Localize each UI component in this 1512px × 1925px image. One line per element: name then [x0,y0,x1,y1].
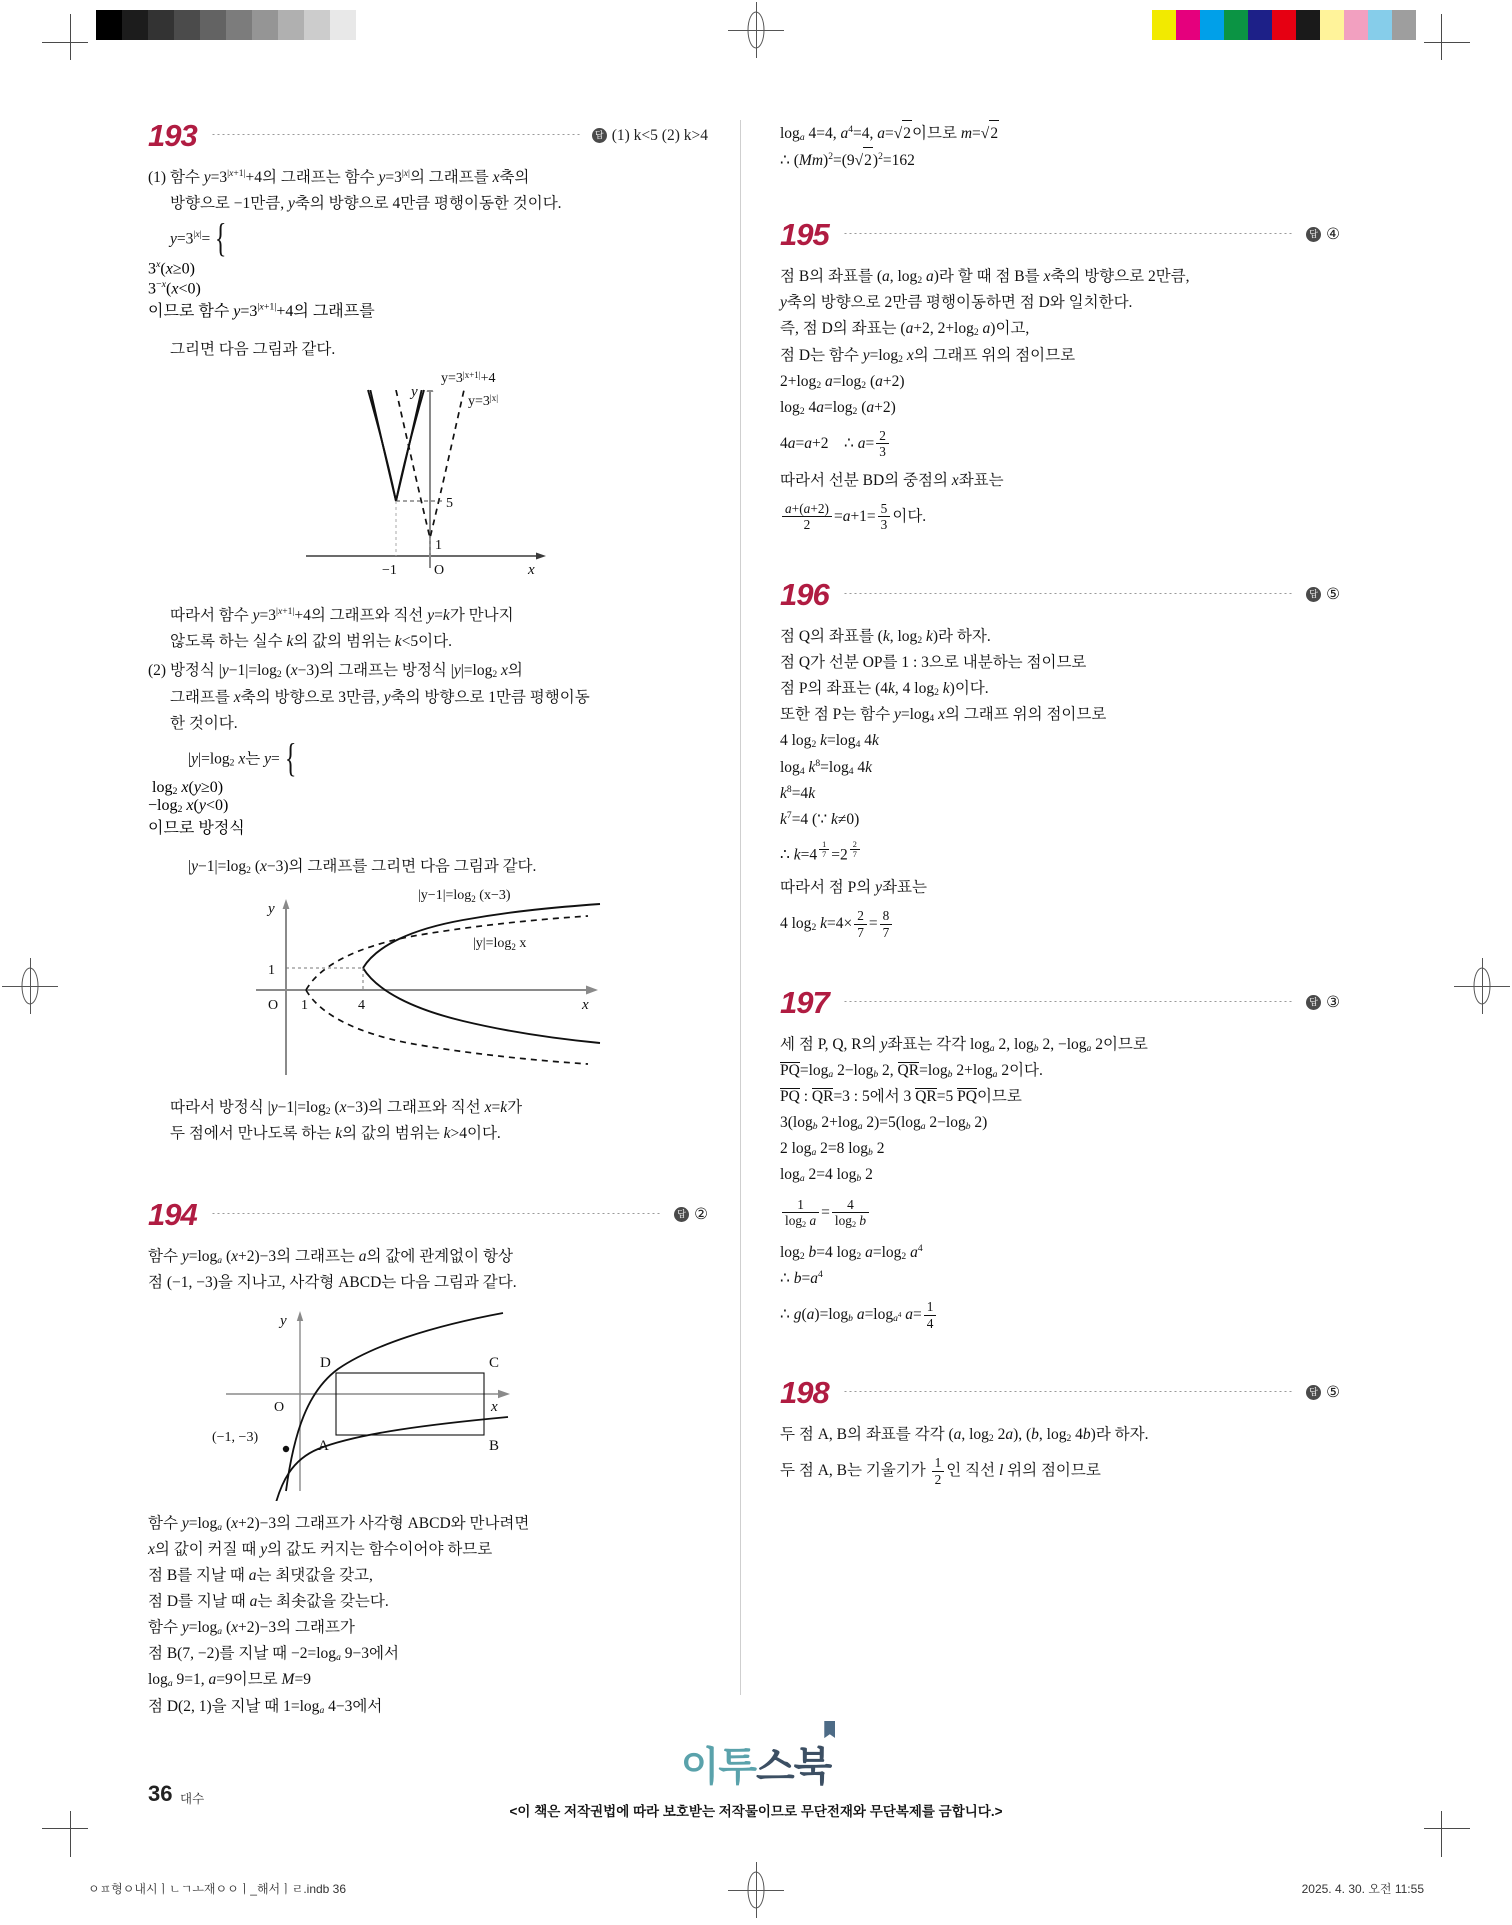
leader-dots [843,593,1294,594]
p193-line-5: 따라서 함수 $y=3^{|x+1|}+4$의 그래프와 직선 y=k가 만나지 [170,606,514,625]
fig1-y-axis-label: y [411,384,418,401]
p195-line-5: $2+\log_2$ $a=\log_2$ (a+2) [780,372,905,391]
logo-dark-part: 스북 [756,1745,832,1789]
answer-value: ⑤ [1326,586,1340,604]
answer-value: ④ [1326,226,1340,244]
leader-dots [843,1001,1294,1002]
p195-line-7: 4a=a+2 ∴ a= $\frac{2}{3}$ [780,428,1340,460]
left-column [148,120,708,1729]
p195-line-3: 즉, 점 D의 좌표는 (a+2, $2+\log_2$ a)이고, [780,320,1030,339]
fig2-origin: O [268,998,279,1014]
p194c-line-2: ∴ $(Mm)^2=(9√2)^2=162$ [780,147,1340,173]
p195-line-6: $\log_2 4a=\log_2$ (a+2) [780,398,896,417]
p194-line-6: 점 D를 지날 때 a는 최솟값을 갖는다. [148,1593,389,1611]
answer-badge-icon: 답 [1306,587,1321,602]
problem-196-header [780,577,1340,613]
p194-line-1: 함수 $y=\log_a$ (x+2)−3의 그래프는 a의 값에 관계없이 항상 [148,1247,513,1266]
problem-194 [148,1196,708,1719]
p196-line-9: ∴ k=4 $^{\frac{1}{7}}$ =2 $^{\frac{2}{7}}$ [780,840,1340,867]
p193-line-12: 따라서 방정식 $|y-1|=\log_2$ (x−3)의 그래프와 직선 x=k가 [170,1099,523,1118]
p195-line-4: 점 D는 함수 $y=\log_2$ x의 그래프 위의 점이므로 [780,346,1076,365]
p193-line-6: 않도록 하는 실수 k의 값의 범위는 k<5이다. [170,633,453,651]
right-column [780,120,1340,1497]
problem-198 [780,1377,1340,1487]
p197-line-7: $\frac{1}{\log_2 a}$ = $\frac{4}{\log_2 b}$ [780,1197,1340,1230]
problem-198-answer [1306,1383,1340,1402]
p197-line-8: $\log_2 b=4$ $\log_2 a=\log_2$ $a^4$ [780,1242,923,1263]
p198-line-1: 두 점 A, B의 좌표를 각각 (a, $\log_2 2a$), (b, $\log_2 4b$)라 하자. [780,1426,1149,1445]
p197-line-1: 세 점 P, Q, R의 y좌표는 각각 $\log_a 2$, $\log_b 2$, $-\log_a$ 2이므로 [780,1035,1148,1054]
p195-line-1: 점 B의 좌표를 (a, $\log_2 a$)라 할 때 점 B를 x축의 방향으로 2만큼, [780,268,1190,287]
p193-line-1: (1) 함수 $y=3^{|x+1|}+4$의 그래프는 함수 $y=3^{|x|}$의 그래프를 x축의 [148,167,530,186]
p194-line-2: 점 (−1, −3)을 지나고, 사각형 ABCD는 다음 그림과 같다. [148,1273,517,1291]
problem-193-answer [592,127,708,145]
p194-line-5: 점 B를 지날 때 a는 최댓값을 갖고, [148,1567,373,1585]
p196-line-10: 따라서 점 P의 y좌표는 [780,879,927,897]
p196-line-6: $\log_4 k^8=\log_4$ 4k [780,757,873,777]
problem-197-header [780,984,1340,1020]
p193-line-13: 두 점에서 만나도록 하는 k의 값의 범위는 k>4이다. [170,1125,501,1143]
p194-line-4: x의 값이 커질 때 y의 값도 커지는 함수이어야 하므로 [148,1540,493,1558]
fig1-x-axis-label: x [528,562,535,579]
fig2-tick-4x: 4 [358,998,365,1014]
fig3-point-B: B [489,1437,500,1454]
problem-194-header [148,1196,708,1232]
p194-line-9: $\log_a 9=1$, a=9이므로 M=9 [148,1671,311,1690]
page-number: 36 [148,1781,173,1806]
fig3-point-A: A [318,1437,329,1454]
column-divider [740,120,741,1695]
p196-line-7: $k^8=4k$ [780,783,816,802]
problem-195-header [780,217,1340,253]
leader-dots [843,1391,1294,1392]
p197-line-4: $3(\log_b$ $2+\log_a$ $2)=5(\log_a$ $2-\log_b$ 2) [780,1113,988,1132]
figure-1-svg [278,368,578,593]
problem-195-number: 195 [780,217,829,253]
fig1-tick-1: 1 [435,538,442,554]
leader-dots [211,1213,662,1214]
figure-2-log-graph [148,885,708,1085]
problem-197-number: 197 [780,984,829,1020]
p193-line-9: 한 것이다. [170,714,238,732]
problem-194-continuation [780,120,1340,173]
problem-197-answer [1306,993,1340,1012]
answer-badge-icon: 답 [592,128,607,143]
problem-196-answer [1306,585,1340,604]
p194-line-10: 점 D(2, 1)을 지날 때 $1=\log_a$ 4−3에서 [148,1697,383,1716]
print-slug-left: ㅇㅍ형ㅇ내시ㅣㄴㄱㅗ재ㅇㅇㅣ_해서ㅣㄹ.indb 36 [88,1882,347,1896]
answer-badge-icon: 답 [1306,227,1321,242]
problem-193-number: 193 [148,118,197,153]
fig1-tick-5: 5 [446,496,453,512]
leader-dots [843,233,1294,234]
figure-3-log-rectangle-graph [148,1301,708,1501]
p198-line-2: 두 점 A, B는 기울기가 $\frac{1}{2}$ 인 직선 l 위의 점이므로 [780,1455,1101,1487]
print-slug-right: 2025. 4. 30. 오전 11:55 [1301,1882,1424,1896]
fig2-tick-1x: 1 [301,998,308,1014]
p195-line-2: y축의 방향으로 2만큼 평행이동하면 점 D와 일치한다. [780,294,1133,312]
answer-value: ② [694,1205,708,1223]
p196-line-8: $k^7=4$ (∵ k≠0) [780,809,860,828]
p193-line-10: $|y|=\log_2$ x는 y= { [188,734,297,780]
fig2-label-dashed: $|y|=\log_2$ x [473,936,527,953]
page-subject: 대수 [180,1792,205,1806]
p196-line-1: 점 Q의 좌표를 (k, $\log_2 k$)라 하자. [780,628,991,647]
fig3-x-axis-label: x [491,1398,498,1415]
p196-line-2: 점 Q가 선분 OP를 1 : 3으로 내분하는 점이므로 [780,654,1087,672]
p194-line-8: 점 B(7, −2)를 지날 때 $-2=\log_a$ 9−3에서 [148,1645,399,1664]
p197-line-3: PQ : QR=3 : 5에서 3 QR=5 PQ이므로 [780,1087,1022,1105]
answer-value: ③ [1326,993,1340,1011]
figure-2-svg [248,885,618,1085]
fig2-y-axis-label: y [268,901,275,918]
p197-line-5: 2 $\log_a 2=8$ $\log_b 2$ [780,1139,885,1159]
p193-line-7: (2) 방정식 $|y-1|=\log_2$ (x−3)의 그래프는 방정식 $|y|=\log_2$ x의 [148,662,523,681]
answer-badge-icon: 답 [1306,1385,1321,1400]
answer-badge-icon: 답 [674,1207,689,1222]
problem-194-number: 194 [148,1196,197,1232]
p196-line-11: 4 $\log_2 k=4\times$ $\frac{2}{7}$ = $\frac{8}{7}$ [780,908,1340,940]
answer-value: (1) k<5 (2) k>4 [611,126,708,144]
p194-line-3: 함수 $y=\log_a$ (x+2)−3의 그래프가 사각형 ABCD와 만나려면 [148,1514,530,1533]
problem-196 [780,579,1340,940]
problem-195 [780,219,1340,533]
p193-line-2: 방향으로 −1만큼, y축의 방향으로 4만큼 평행이동한 것이다. [170,195,562,213]
p194-line-7: 함수 $y=\log_a$ (x+2)−3의 그래프가 [148,1619,355,1638]
problem-194-answer [674,1205,708,1224]
p193-line-3: $y=3^{|x|}=$ { [170,215,227,261]
p194c-line-1: $\log_a 4=4$, $a^4=4$, a=√2이므로 m=√2 [780,120,1340,146]
p197-line-6: $\log_a 2=4$ $\log_b 2$ [780,1166,873,1185]
p196-line-4: 또한 점 P는 함수 $y=\log_4$ x의 그래프 위의 점이므로 [780,706,1107,725]
fig3-point-D: D [320,1354,331,1371]
figure-3-svg [208,1301,548,1501]
p193-line-4: 그리면 다음 그림과 같다. [170,341,336,359]
p195-line-8: 따라서 선분 BD의 중점의 x좌표는 [780,471,1004,489]
p196-line-5: 4 $\log_2 k=\log_4$ 4k [780,732,879,751]
fig2-tick-1y: 1 [268,963,275,979]
p197-line-9: ∴ $b=a^4$ [780,1269,823,1288]
problem-198-number: 198 [780,1375,829,1411]
answer-value: ⑤ [1326,1384,1340,1402]
problem-193-header [148,120,708,151]
problem-196-number: 196 [780,577,829,613]
fig3-origin: O [274,1399,285,1415]
fig1-origin: O [434,563,445,579]
p196-line-3: 점 P의 좌표는 (4k, 4 $\log_2 k$)이다. [780,680,989,699]
problem-195-answer [1306,225,1340,244]
problem-193: 193 답 (1) k<5 (2) k>4 (1) 함수 $y=3^{|x+1|}+4$의 그래프는 함수 $y=3^{|x|}$의 그래프를 x축의 방향으로 −1만큼, y축의 방향으로 4만큼 평행이동한 것이다. $y=3^{|x|}=$ { $3^x(x\ge 0)$ $3^{-x}(x<0)$ 이므로 함수 $y=3^{|x+1|}+4$의 그래프를 그리면 다음 그림과 같다. 1 5 −1 O x y $y=3^{|x+1|}+4$ $y=3^{|x|}$ 따라서 함수 $y=3^{|x+1|}+4$의 그래프와 직선 y=k가 만나지 않도록 하는 실수 k의 값의 범위는 k<5이다. (2) 방정식 $|y-1|=\log_2$ (x−3)의 그래프는 방정식 $|y|=\log_2$ x의 그래프를 x축의 방향으로 3만큼, y축의 방향으로 1만큼 평행이동 한 것이다. $|y|=\log_2$ x는 y= { $\log_2 x(y\ge 0)$ $-\log_2$ x(y<0) 이므로 방정식 $|y-1|=\log_2$ (x−3)의 그래프를 그리면 다음 그림과 같다. 1 O 1 4 x y $|y-1|=\log_2$ (x−3) $|y|=\log_2$ x 따라서 방정식 $|y-1|=\log_2$ (x−3)의 그래프와 직선 x=k가 두 점에서 만나도록 하는 k의 값의 범위는 k>4이다. [148,120,708,1147]
fig2-x-axis-label: x [582,997,589,1014]
problem-198-header [780,1375,1340,1411]
fig1-tick-neg1: −1 [382,563,397,579]
fig2-label-solid: $|y-1|=\log_2$ (x−3) [418,888,511,905]
figure-1-exponential-graph [148,368,708,593]
p193-line-11: $|y-1|=\log_2$ (x−3)의 그래프를 그리면 다음 그림과 같다. [188,858,537,877]
fig1-label-solid: $y=3^{|x+1|}+4$ [441,370,496,387]
fig3-y-axis-label: y [280,1312,287,1329]
p195-line-9: $\frac{a+(a+2)}{2}$ =a+1= $\frac{5}{3}$ 이다. [780,501,1340,533]
fig1-label-dashed: $y=3^{|x|}$ [468,393,499,410]
fig3-point-C: C [489,1354,500,1371]
problem-197 [780,984,1340,1332]
p193-line-8: 그래프를 x축의 방향으로 3만큼, y축의 방향으로 1만큼 평행이동 [170,688,590,706]
logo-light-part: 이투 [680,1745,756,1789]
p197-line-10: ∴ $g(a)=\log_b$ $a=\log_{a^4}$ a= $\frac{1}{4}$ [780,1299,1340,1331]
leader-dots [211,134,580,135]
answer-badge-icon: 답 [1306,995,1321,1010]
fig3-point-label: (−1, −3) [212,1429,259,1445]
copyright-notice: <이 책은 저작권법에 따라 보호받는 저작물이므로 무단전재와 무단복제를 금합니다.> [509,1804,1003,1819]
p197-line-2: $PQ=\log_a$ $2-\log_b$ 2, $QR=\log_b$ $2+\log_a$ 2이다. [780,1061,1043,1080]
